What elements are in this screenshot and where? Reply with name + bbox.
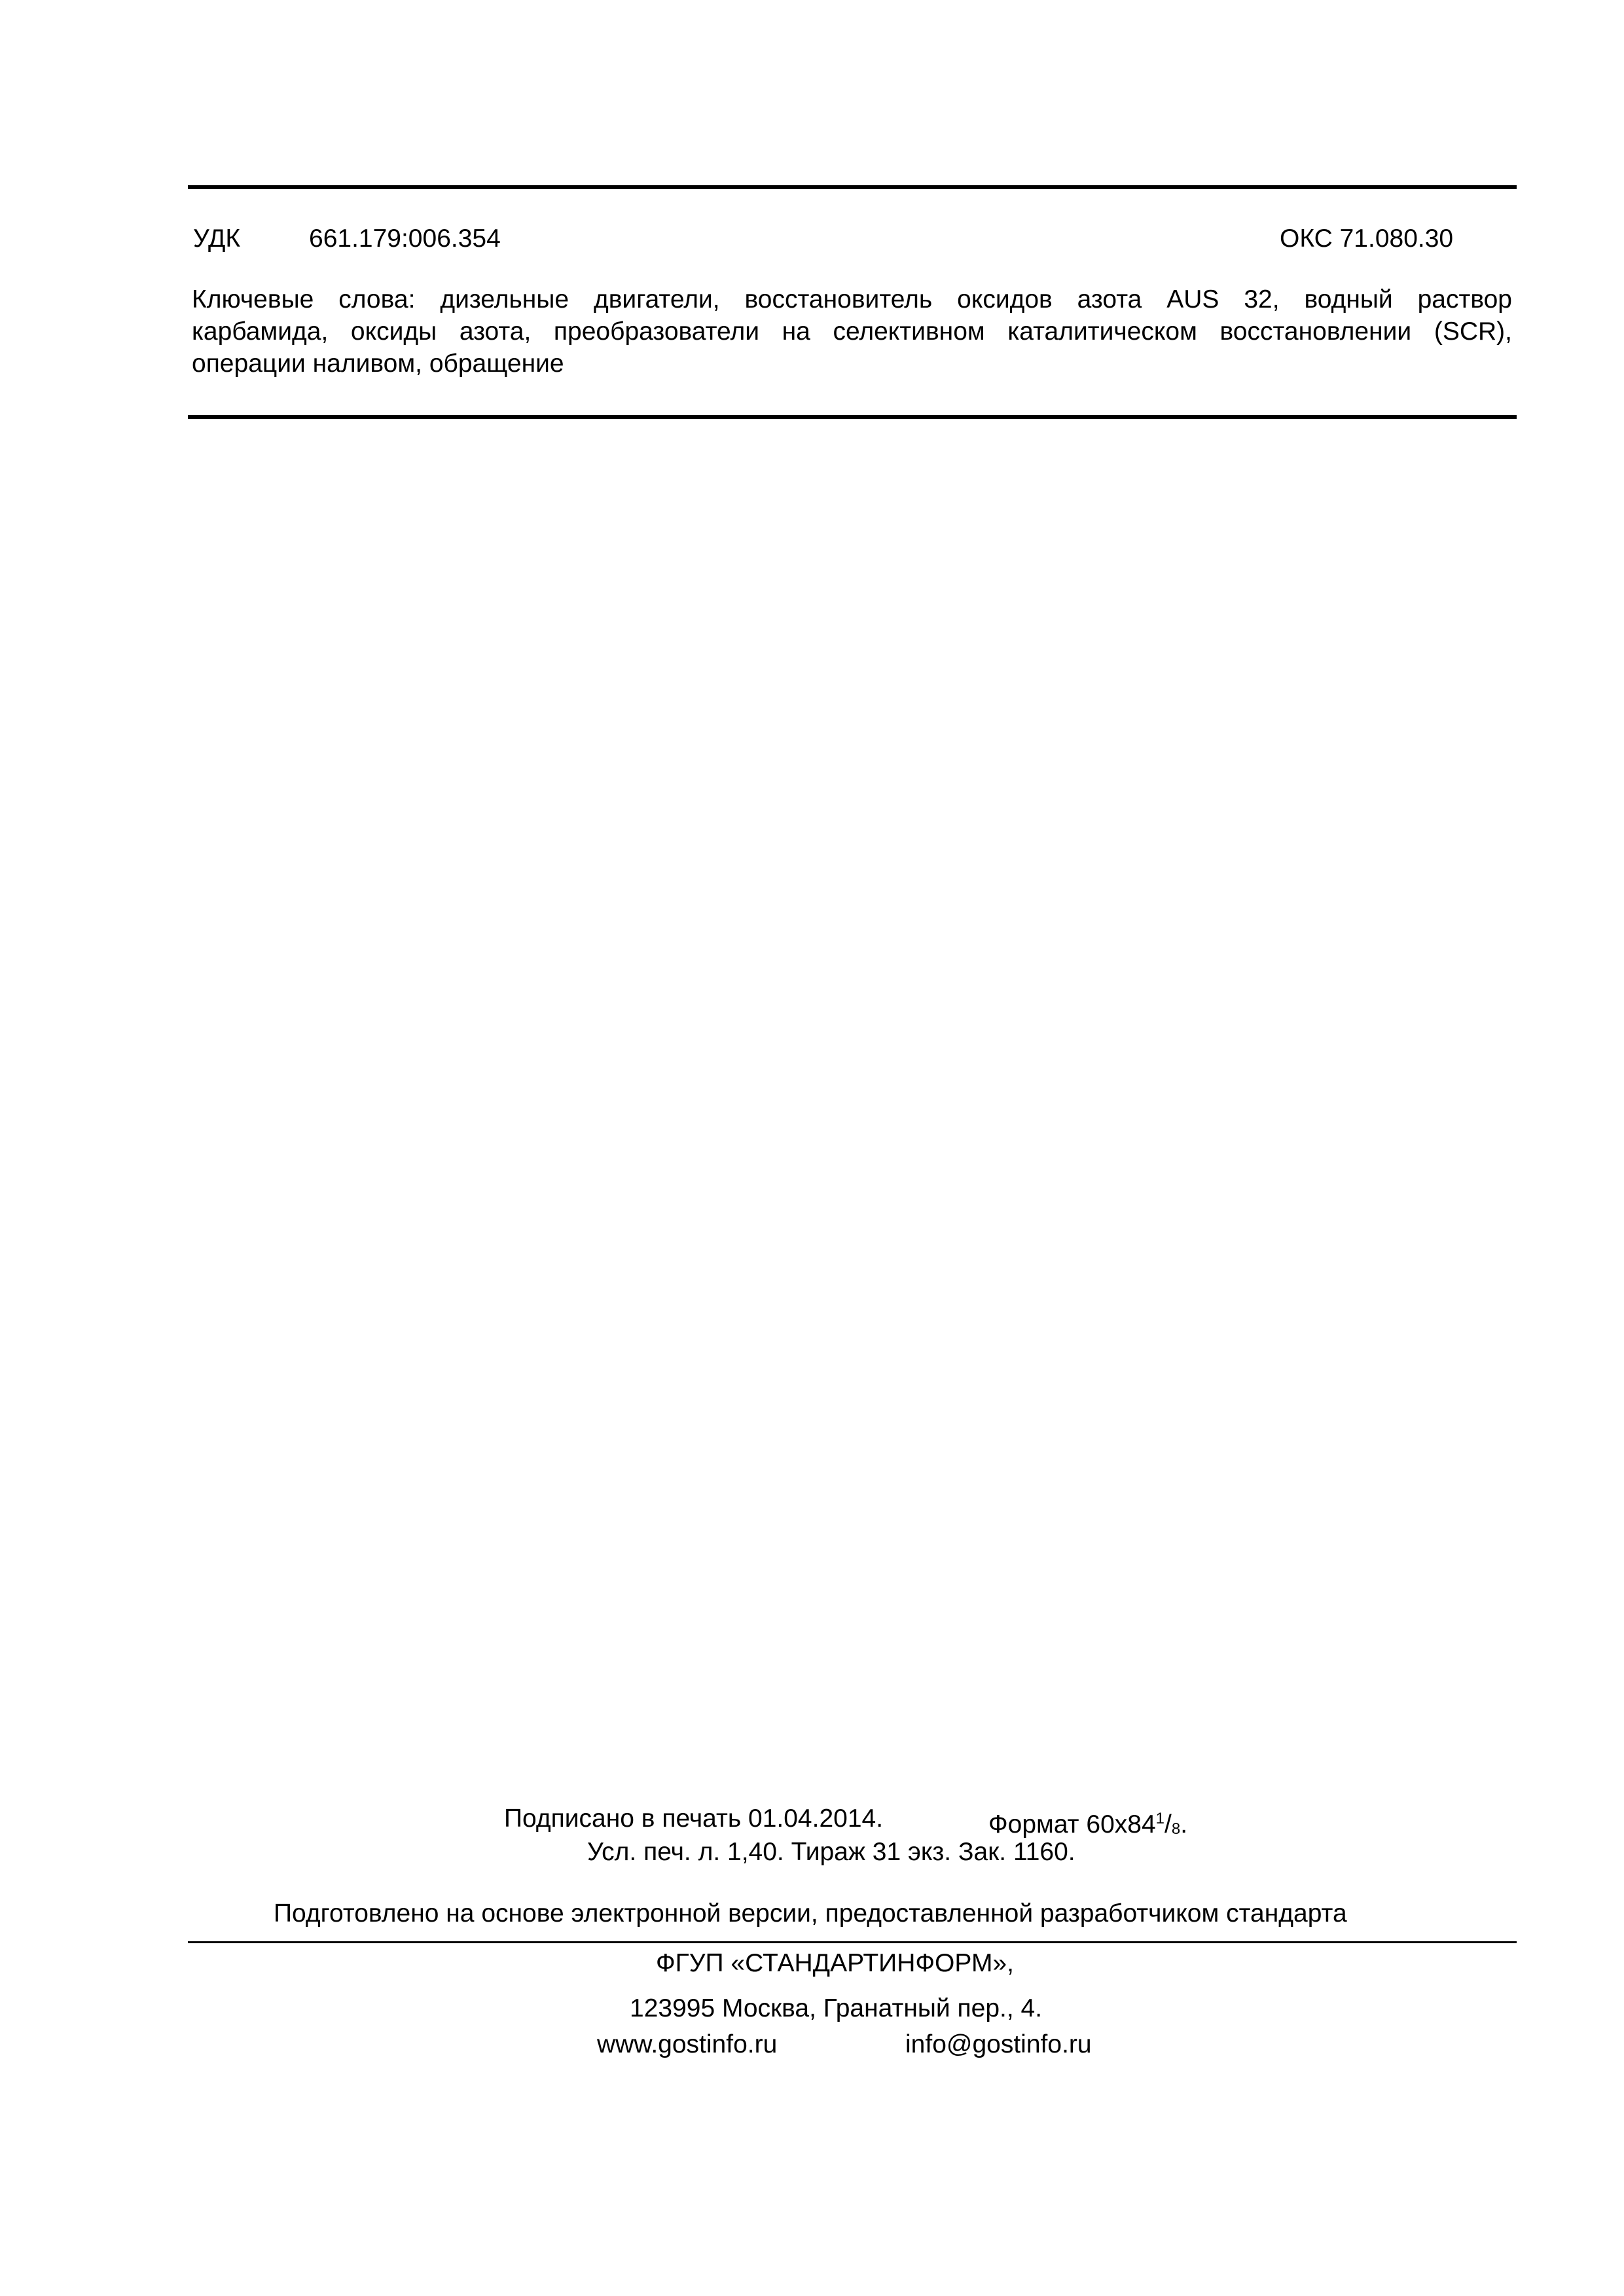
format-prefix: Формат 60x84 [988,1810,1156,1839]
print-format: Формат $60x84^1/_8$. [988,1810,1188,1839]
keywords-line-2: карбамида, оксиды азота, преобразователи на селективном каталитическом восстановлении (SCR), [192,317,1512,346]
format-suffix: . [1180,1810,1188,1839]
email-link[interactable]: info@gostinfo.ru [905,2030,1092,2058]
keywords-line-3: операции наливом, обращение [192,350,564,378]
keywords-bottom-rule [188,415,1517,419]
publisher-rule [188,1941,1517,1943]
publisher-name: ФГУП «СТАНДАРТИНФОРМ», [656,1949,1014,1977]
udk-value: 661.179:006.354 [309,224,501,253]
keywords-line-1: Ключевые слова: дизельные двигатели, восстановитель оксидов азота AUS 32, водный раствор [192,285,1512,314]
keywords-paragraph [192,283,1512,380]
oks-code: ОКС 71.080.30 [1280,224,1454,253]
prepared-note: Подготовлено на основе электронной версии, предоставленной разработчиком стандарта [274,1899,1347,1928]
print-info: Усл. печ. л. 1,40. Тираж 31 экз. Зак. 1160. [587,1838,1075,1866]
format-fraction-numerator: 1 [1155,1810,1164,1827]
publisher-address: 123995 Москва, Гранатный пер., 4. [630,1994,1043,2022]
signed-date: Подписано в печать 01.04.2014. [504,1804,884,1833]
website-link[interactable]: www.gostinfo.ru [597,2030,778,2058]
top-rule [188,185,1517,189]
format-fraction-denominator: 8 [1171,1820,1181,1838]
udk-label: УДК [193,224,241,253]
